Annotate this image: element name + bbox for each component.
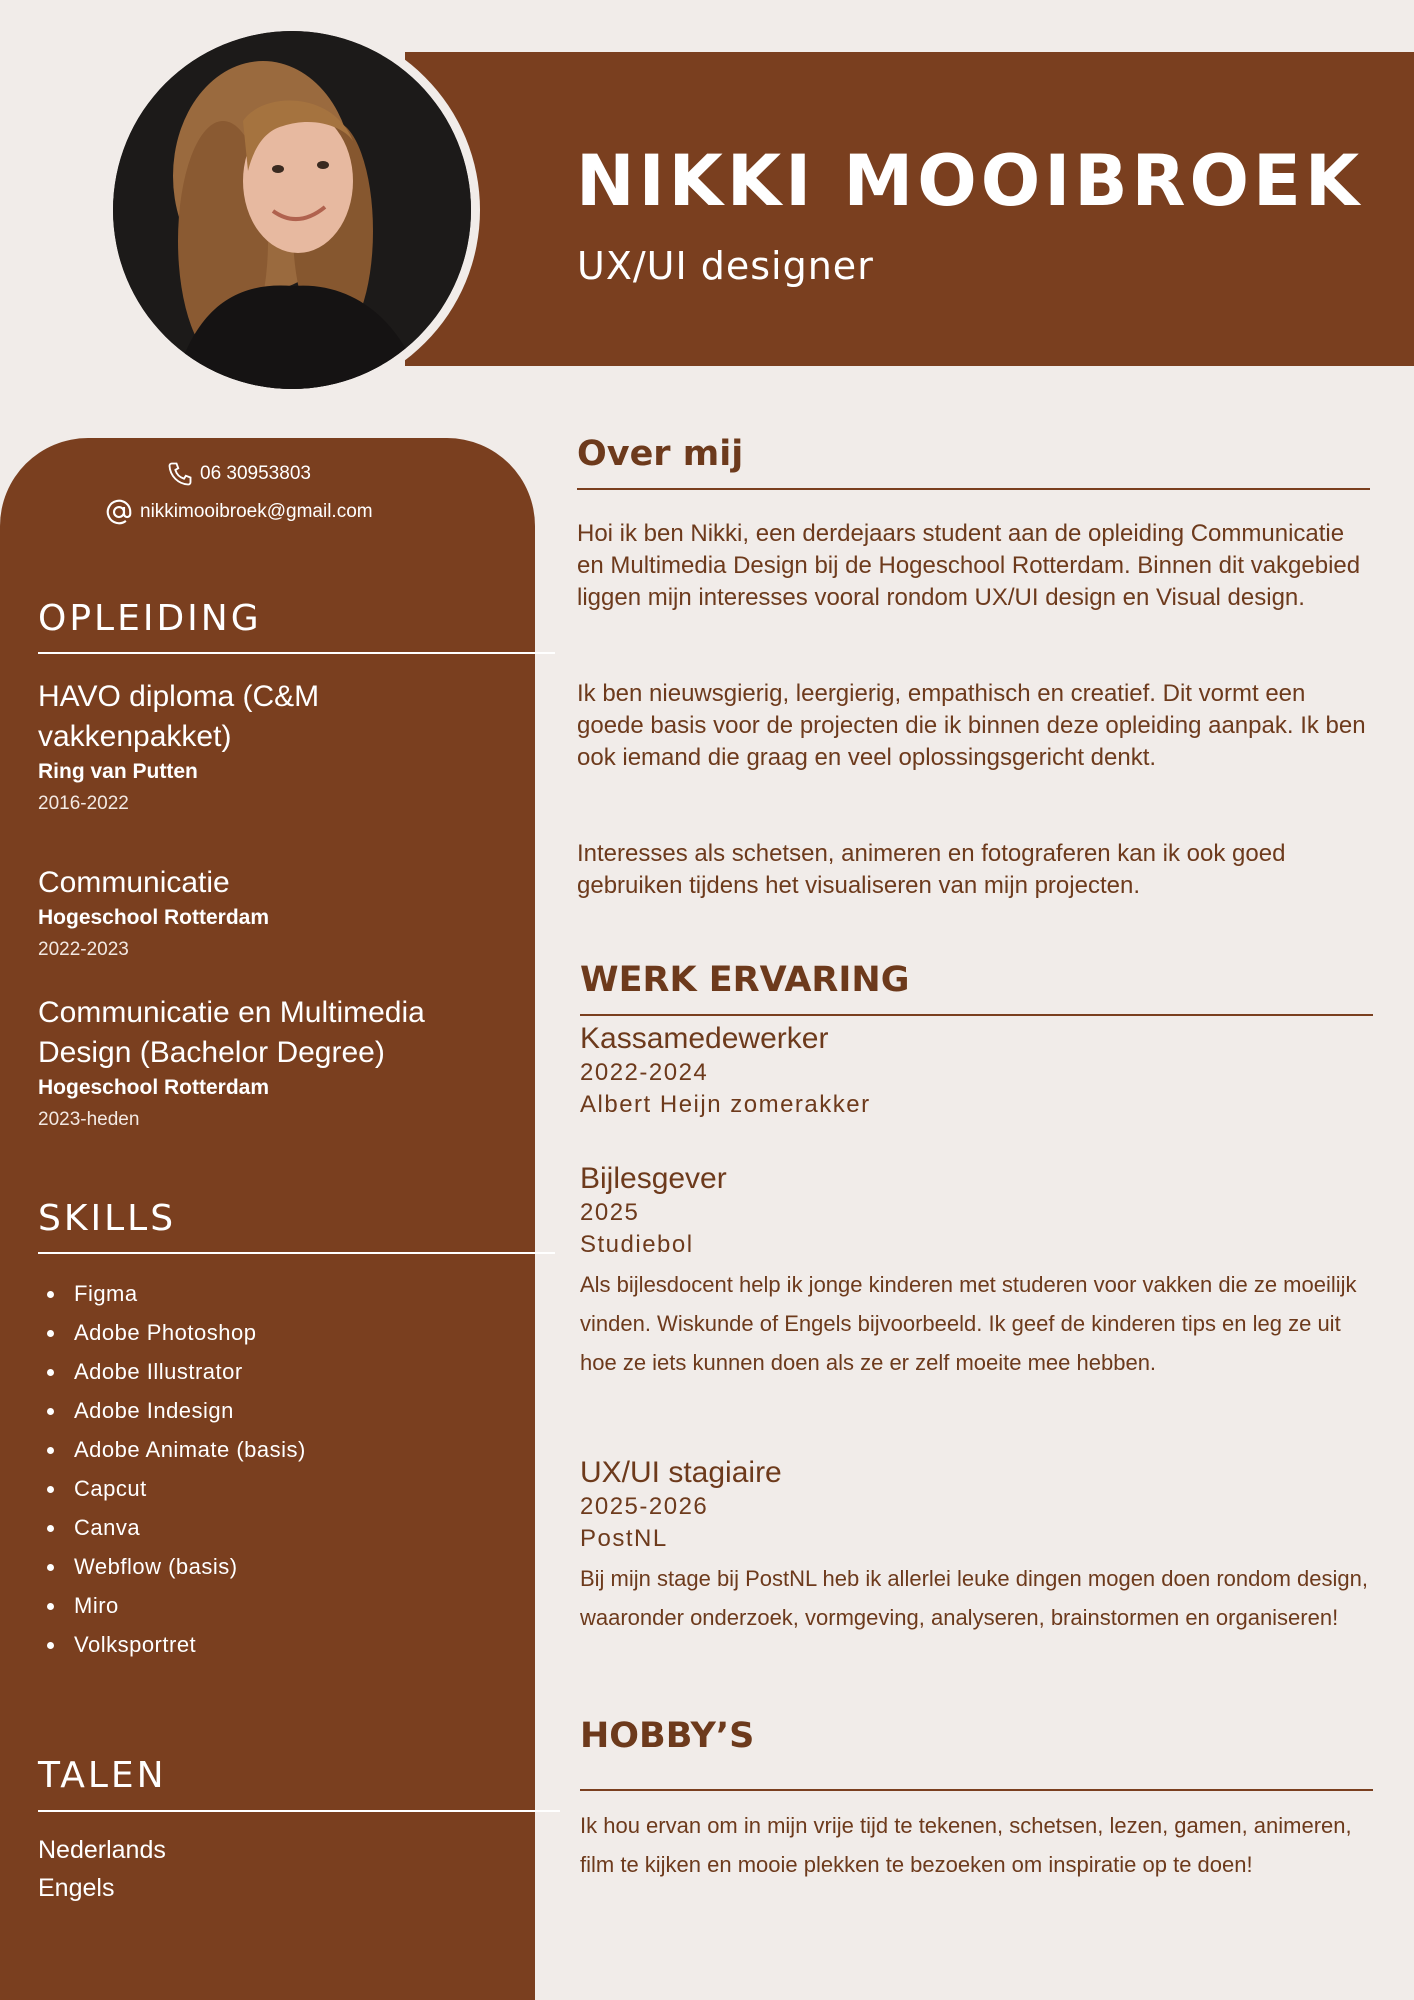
education-item [38, 677, 508, 821]
skill-item: Webflow (basis) [44, 1547, 306, 1586]
job-company: Studiebol [580, 1231, 694, 1258]
work-item [580, 1455, 1380, 1637]
job-years: 2022-2024 [580, 1059, 709, 1086]
skills-divider [38, 1252, 555, 1254]
job-title: Bijlesgever [580, 1162, 727, 1195]
skill-item: Volksportret [44, 1625, 306, 1664]
profile-photo [113, 31, 471, 389]
skill-item: Adobe Indesign [44, 1391, 306, 1430]
education-years: 2016-2022 [38, 793, 129, 814]
languages-divider [38, 1810, 560, 1812]
education-title: Communicatie en Multimedia Design (Bachelor Degree) [38, 996, 425, 1069]
candidate-role: UX/UI designer [577, 244, 874, 288]
phone-number[interactable]: 06 30953803 [200, 463, 311, 484]
skill-item: Adobe Illustrator [44, 1352, 306, 1391]
education-title: Communicatie [38, 866, 230, 899]
education-divider [38, 652, 555, 654]
about-paragraph: Interesses als schetsen, animeren en fotograferen kan ik ook goed gebruiken tijdens het visualiseren van mijn projecten. [577, 840, 1286, 899]
education-years: 2023-heden [38, 1109, 140, 1130]
skill-item: Adobe Photoshop [44, 1313, 306, 1352]
skill-item: Canva [44, 1508, 306, 1547]
contact-phone [166, 460, 311, 488]
contact-email [104, 497, 373, 527]
hobbies-divider [580, 1789, 1373, 1791]
work-item [580, 1161, 1380, 1382]
work-heading: WERK ERVARING [580, 960, 910, 1000]
about-paragraph: Ik ben nieuwsgierig, leergierig, empathisch en creatief. Dit vormt een goede basis voor de projecten die ik binnen deze opleiding aanpak. Ik ben ook iemand die graag en veel oplossingsgericht denkt. [577, 680, 1366, 771]
education-school: Ring van Putten [38, 760, 198, 783]
candidate-name: NIKKI MOOIBROEK [576, 140, 1364, 222]
job-company: PostNL [580, 1525, 668, 1552]
skills-list [44, 1274, 306, 1664]
education-item [38, 993, 508, 1137]
skill-item: Adobe Animate (basis) [44, 1430, 306, 1469]
education-school: Hogeschool Rotterdam [38, 906, 270, 929]
job-description: Bij mijn stage bij PostNL heb ik allerlei leuke dingen mogen doen rondom design, waaronder onderzoek, vormgeving, analyseren, brainstormen en organiseren! [580, 1566, 1368, 1630]
education-school: Hogeschool Rotterdam [38, 1076, 270, 1099]
job-title: Kassamedewerker [580, 1022, 829, 1055]
about-divider [577, 488, 1370, 490]
job-years: 2025-2026 [580, 1493, 709, 1520]
education-title: HAVO diploma (C&M vakkenpakket) [38, 680, 320, 753]
about-heading: Over mij [577, 434, 744, 474]
about-paragraph: Hoi ik ben Nikki, een derdejaars student aan de opleiding Communicatie en Multimedia Design bij de Hogeschool Rotterdam. Binnen dit vakgebied liggen mijn interesses vooral rondom UX/UI design en Visual design. [577, 520, 1361, 611]
education-item [38, 863, 508, 967]
phone-icon [166, 460, 194, 488]
work-divider [580, 1014, 1373, 1016]
skill-item: Miro [44, 1586, 306, 1625]
skills-heading: SKILLS [38, 1198, 177, 1239]
job-years: 2025 [580, 1199, 640, 1226]
at-sign-icon [104, 497, 134, 527]
language-item: Engels [38, 1874, 115, 1902]
languages-list [38, 1831, 166, 1907]
work-item [580, 1021, 1380, 1121]
education-heading: OPLEIDING [38, 598, 262, 639]
email-address[interactable]: nikkimooibroek@gmail.com [140, 501, 373, 522]
languages-heading: TALEN [38, 1755, 167, 1796]
job-company: Albert Heijn zomerakker [580, 1091, 871, 1118]
portrait-illustration [113, 31, 471, 389]
job-description: Als bijlesdocent help ik jonge kinderen met studeren voor vakken die ze moeilijk vinden. Wiskunde of Engels bijvoorbeeld. Ik geef de kinderen tips en leg ze uit hoe ze iets kunnen doen als ze er zelf moeite mee hebben. [580, 1272, 1357, 1375]
skill-item: Capcut [44, 1469, 306, 1508]
education-years: 2022-2023 [38, 939, 129, 960]
hobbies-text: Ik hou ervan om in mijn vrije tijd te tekenen, schetsen, lezen, gamen, animeren, film te kijken en mooie plekken te bezoeken om inspiratie op te doen! [580, 1813, 1352, 1877]
hobbies-heading: HOBBY’S [580, 1716, 755, 1756]
skill-item: Figma [44, 1274, 306, 1313]
job-title: UX/UI stagiaire [580, 1456, 782, 1489]
language-item: Nederlands [38, 1836, 166, 1864]
